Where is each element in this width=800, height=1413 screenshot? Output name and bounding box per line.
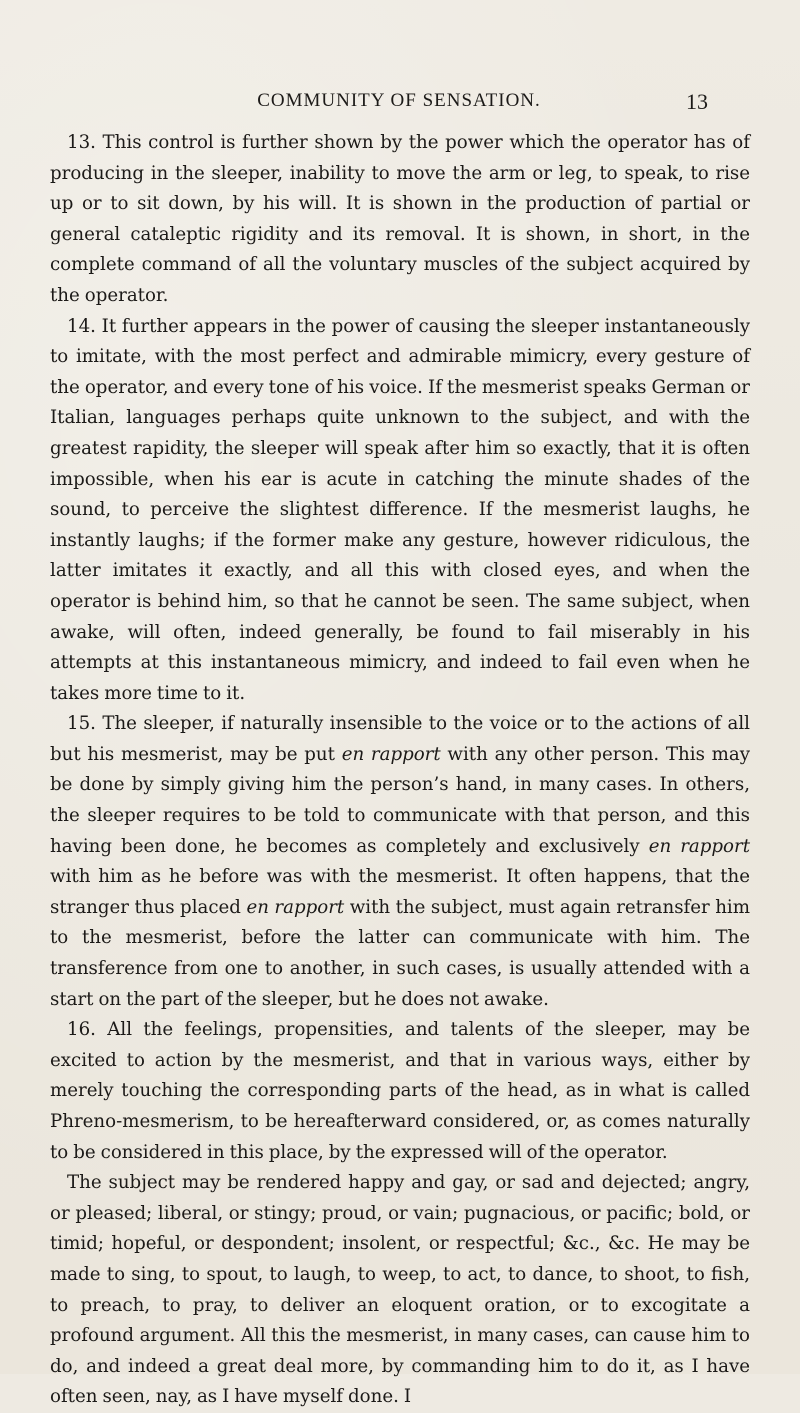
body-text	[50, 128, 750, 1413]
italic-phrase: en rapport	[246, 896, 345, 918]
paragraph-text: 13. This control is further shown by the power which the operator has of producing in the sleeper, inability to move the arm or leg, to speak, to rise up or to sit down, by his will. It is shown in the production of partial or general cataleptic rigidity and its removal. It is shown, in short, in the complete command of all the voluntary muscles of the subject acquired by the operator.	[50, 132, 750, 306]
paragraph-text: The subject may be rendered happy and gay, or sad and dejected; angry, or pleased; liberal, or stingy; proud, or vain; pugnacious, or pacific; bold, or timid; hopeful, or despondent; insolent, or respectful; &c., &c. He may be made to sing, to spout, to laugh, to weep, to act, to dance, to shoot, to fish, to preach, to pray, to deliver an eloquent oration, or to excogitate a profound argument. All this the mesmerist, in many cases, can cause him to do, and indeed a great deal more, by commanding him to do it, as I have often seen, nay, as I have myself done. I	[50, 1172, 750, 1408]
paragraph-15	[50, 709, 750, 1015]
paragraph-text: 14. It further appears in the power of causing the sleeper instantaneously to imitate, with the most perfect and admirable mimicry, every gesture of the operator, and every tone of his voice. If the mesmerist speaks German or Italian, languages perhaps quite unknown to the subject, and with the greatest rapidity, the sleeper will speak after him so exactly, that it is often impossible, when his ear is acute in catching the minute shades of the sound, to perceive the slightest difference. If the mesmerist laughs, he instantly laughs; if the former make any gesture, however ridiculous, the latter imitates it exactly, and all this with closed eyes, and when the operator is behind him, so that he cannot be seen. The same subject, when awake, will often, indeed generally, be found to fail miserably in his attempts at this instantaneous mimicry, and indeed to fail even when he takes more time to it.	[50, 315, 750, 704]
paragraph-text: with him as he before was with the mesmerist. It often happens, that the stranger thus placed	[50, 866, 750, 918]
paragraph-13	[50, 128, 750, 312]
paragraph-14	[50, 312, 750, 710]
italic-phrase: en rapport	[648, 835, 751, 857]
paragraph-continuation	[50, 1168, 750, 1413]
paragraph-text: 16. All the feelings, propensities, and talents of the sleeper, may be excited to action by the mesmerist, and that in various ways, either by merely touching the corresponding parts of the head, as in what is called Phreno-mesmerism, to be hereafterward considered, or, as comes naturally to be considered in this place, by the expressed will of the operator.	[50, 1019, 750, 1163]
paragraph-text: with any other person. This may be done by simply giving him the person’s hand, in many cases. In others, the sleeper requires to be told to communicate with that person, and this having been done, he becomes as completely and exclusively	[50, 743, 751, 857]
paragraph-16	[50, 1015, 750, 1168]
running-head-title: COMMUNITY OF SENSATION.	[257, 90, 541, 111]
paragraph-text: with the subject, must again retransfer him to the mesmerist, before the latter can communicate with him. The transference from one to another, in such cases, is usually attended with a start on the part of the sleeper, but he does not awake.	[50, 896, 750, 1010]
paragraph-text: 15. The sleeper, if naturally insensible to the voice or to the actions of all but his mesmerist, may be put	[50, 713, 750, 765]
italic-phrase: en rapport	[341, 743, 441, 765]
running-head	[90, 90, 708, 114]
page-number: 13	[686, 89, 708, 114]
